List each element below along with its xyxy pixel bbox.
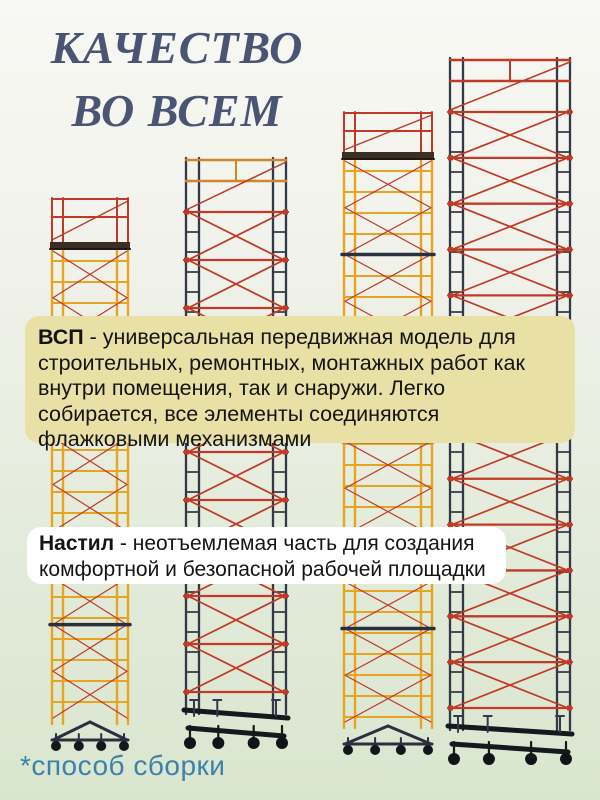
page-title-line1: КАЧЕСТВО — [50, 22, 304, 73]
page-title-line2: ВО ВСЕМ — [71, 85, 283, 136]
scaffold-tower-2 — [184, 156, 288, 750]
vsp-description: - универсальная передвижная модель для строительных, ремонтных, монтажных работ как внутри помещения, так и снаружи. Легко собирается, все элементы соединяются флажковыми механизмами — [38, 325, 525, 451]
page-title — [18, 16, 336, 142]
vsp-info-card — [25, 316, 575, 451]
scaffold-tower-1 — [50, 196, 130, 752]
assembly-footnote: *способ сборки — [20, 750, 226, 781]
nastil-description: - неотъемлемая часть для создания комфортной и безопасной рабочей площадки — [39, 532, 486, 581]
vsp-term: ВСП — [38, 325, 84, 349]
nastil-info-card — [27, 527, 506, 584]
nastil-term: Настил — [39, 532, 115, 555]
